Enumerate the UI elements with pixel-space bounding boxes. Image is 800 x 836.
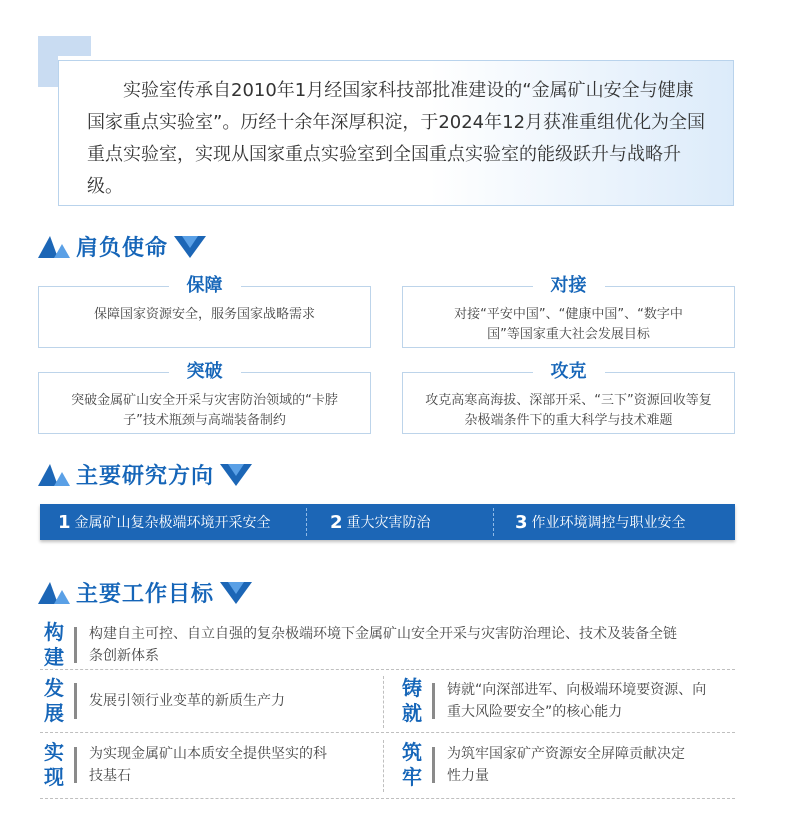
goal-fazhan: [42, 676, 369, 726]
mission-box-baozhang: [38, 275, 371, 348]
mission-text: 突破金属矿山安全开采与灾害防治领域的“卡脖子”技术瓶颈与高端装备制约: [71, 393, 338, 428]
goal-text: 构建自主可控、自立自强的复杂极端环境下金属矿山安全开采与灾害防治理论、技术及装备全链条创新体系: [89, 626, 677, 664]
goal-keyword: 构 建: [44, 620, 64, 669]
direction-item: [40, 504, 306, 540]
divider: [383, 676, 384, 728]
research-direction-bar: [40, 504, 735, 540]
triangle-icon: [220, 578, 252, 606]
mission-title: 保障: [169, 274, 241, 298]
section-header-goals: [38, 576, 252, 608]
triangle-icon: [38, 578, 70, 606]
section-title: 主要工作目标: [76, 581, 215, 607]
direction-number: 1: [58, 511, 71, 533]
divider: [40, 798, 735, 799]
direction-number: 3: [515, 511, 528, 533]
goal-text: 发展引领行业变革的新质生产力: [89, 693, 285, 709]
goal-keyword: 实 现: [44, 740, 64, 789]
direction-label: 作业环境调控与职业安全: [531, 515, 686, 531]
goal-divider: [74, 683, 77, 719]
goal-goujian: [42, 620, 722, 670]
goal-keyword: 铸 就: [402, 676, 422, 725]
mission-text: 攻克高寒高海拔、深部开采、“三下”资源回收等复杂极端条件下的重大科学与技术难题: [425, 393, 712, 428]
mission-box-tupo: [38, 361, 371, 434]
goal-text: 为筑牢国家矿产资源安全屏障贡献决定性力量: [447, 746, 685, 784]
goal-zhujiu: [400, 676, 707, 726]
triangle-icon: [220, 460, 252, 488]
direction-label: 重大灾害防治: [346, 515, 431, 531]
direction-number: 2: [330, 511, 343, 533]
mission-title: 对接: [533, 274, 605, 298]
goal-zhulao: [400, 740, 691, 790]
goal-text: 铸就“向深部进军、向极端环境要资源、向重大风险要安全”的核心能力: [447, 682, 707, 720]
mission-title: 攻克: [533, 360, 605, 384]
divider: [40, 669, 735, 670]
direction-item: [493, 504, 735, 540]
triangle-icon: [38, 232, 70, 260]
mission-text: 对接“平安中国”、“健康中国”、“数字中国”等国家重大社会发展目标: [454, 307, 683, 342]
section-header-research: [38, 458, 252, 490]
mission-box-duijie: [402, 275, 735, 348]
triangle-icon: [38, 460, 70, 488]
section-title: 肩负使命: [76, 235, 169, 261]
goal-text: 为实现金属矿山本质安全提供坚实的科技基石: [89, 746, 327, 784]
section-title: 主要研究方向: [76, 463, 215, 489]
goal-divider: [432, 747, 435, 783]
mission-title: 突破: [169, 360, 241, 384]
goal-divider: [74, 627, 77, 663]
mission-box-gongke: [402, 361, 735, 434]
divider: [40, 732, 735, 733]
direction-item: [306, 504, 493, 540]
mission-text: 保障国家资源安全，服务国家战略需求: [93, 307, 315, 322]
triangle-icon: [174, 232, 206, 260]
goal-divider: [74, 747, 77, 783]
direction-label: 金属矿山复杂极端环境开采安全: [74, 515, 271, 531]
goal-keyword: 筑 牢: [402, 740, 422, 789]
divider: [383, 740, 384, 792]
goal-keyword: 发 展: [44, 676, 64, 725]
intro-paragraph: 实验室传承自2010年1月经国家科技部批准建设的“金属矿山安全与健康国家重点实验室”。历经十余年深厚积淀，于2024年12月获准重组优化为全国重点实验室，实现从国家重点实验室到全国重点实验室的能级跃升与战略升级。: [58, 60, 734, 206]
section-header-mission: [38, 230, 206, 262]
goal-divider: [432, 683, 435, 719]
goal-shixian: [42, 740, 333, 790]
